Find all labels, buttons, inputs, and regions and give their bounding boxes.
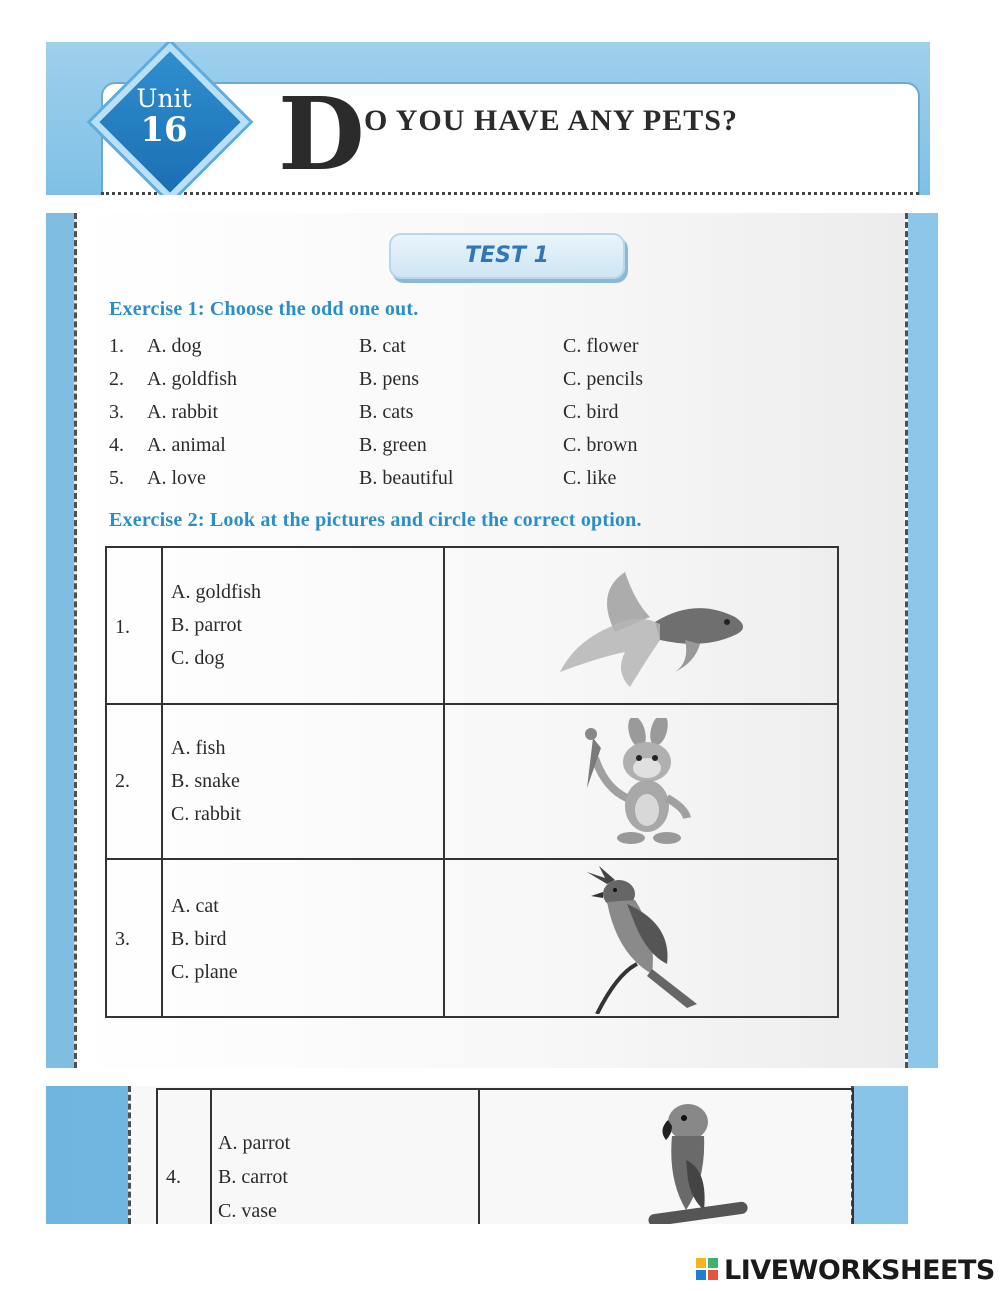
question-number: 4. (109, 434, 124, 456)
goldfish-icon (555, 562, 755, 692)
unit-header (46, 42, 930, 195)
option-c[interactable]: C. vase (218, 1200, 277, 1222)
logo-text: LIVEWORKSHEETS (724, 1254, 995, 1286)
option-a[interactable]: A. animal (147, 434, 226, 456)
option-c[interactable]: C. like (563, 467, 617, 489)
option-b[interactable]: B. carrot (218, 1166, 288, 1188)
option-b[interactable]: B. parrot (171, 614, 243, 636)
option-a[interactable]: A. goldfish (147, 368, 237, 390)
option-b[interactable]: B. green (359, 434, 427, 456)
option-a[interactable]: A. love (147, 467, 206, 489)
option-b[interactable]: B. cat (359, 335, 406, 357)
exercise1-heading: Exercise 1: Choose the odd one out. (109, 298, 419, 320)
title-initial-letter: D (278, 75, 365, 193)
test-label: TEST 1 (389, 233, 625, 279)
option-a[interactable]: A. goldfish (171, 581, 261, 603)
unit-label: Unit (136, 84, 192, 113)
exercise2-table (105, 546, 839, 1018)
parrot-icon (628, 1100, 758, 1224)
question-number: 1. (115, 616, 130, 638)
option-c[interactable]: C. bird (563, 401, 619, 423)
option-a[interactable]: A. parrot (218, 1132, 291, 1154)
unit-title: O YOU HAVE ANY PETS? (364, 104, 738, 137)
option-a[interactable]: A. fish (171, 737, 226, 759)
option-c[interactable]: C. brown (563, 434, 638, 456)
option-list (171, 576, 261, 675)
question-number: 2. (115, 770, 130, 792)
option-b[interactable]: B. beautiful (359, 467, 454, 489)
bird-icon (577, 864, 707, 1014)
option-b[interactable]: B. cats (359, 401, 414, 423)
option-list (171, 732, 241, 831)
option-a[interactable]: A. rabbit (147, 401, 219, 423)
option-c[interactable]: C. plane (171, 961, 238, 983)
rabbit-icon (575, 718, 715, 848)
option-b[interactable]: B. bird (171, 928, 227, 950)
question-number: 5. (109, 467, 124, 489)
option-list (171, 890, 238, 989)
option-list (218, 1126, 290, 1224)
exercise2-table-continued (156, 1088, 854, 1224)
question-number: 1. (109, 335, 124, 357)
question-number: 4. (166, 1166, 181, 1188)
option-a[interactable]: A. cat (171, 895, 219, 917)
option-c[interactable]: C. pencils (563, 368, 643, 390)
worksheet-page (46, 213, 938, 1068)
option-b[interactable]: B. pens (359, 368, 419, 390)
unit-number: 16 (140, 110, 188, 150)
option-c[interactable]: C. rabbit (171, 803, 241, 825)
option-c[interactable]: C. flower (563, 335, 639, 357)
logo-icon (696, 1258, 720, 1282)
option-a[interactable]: A. dog (147, 335, 202, 357)
option-c[interactable]: C. dog (171, 647, 225, 669)
question-number: 3. (115, 928, 130, 950)
question-number: 3. (109, 401, 124, 423)
header-divider (101, 192, 919, 195)
exercise2-heading: Exercise 2: Look at the pictures and circle the correct option. (109, 509, 642, 531)
unit-badge (98, 50, 230, 182)
next-page-preview (46, 1086, 908, 1224)
option-b[interactable]: B. snake (171, 770, 240, 792)
question-number: 2. (109, 368, 124, 390)
liveworksheets-logo (696, 1253, 995, 1287)
